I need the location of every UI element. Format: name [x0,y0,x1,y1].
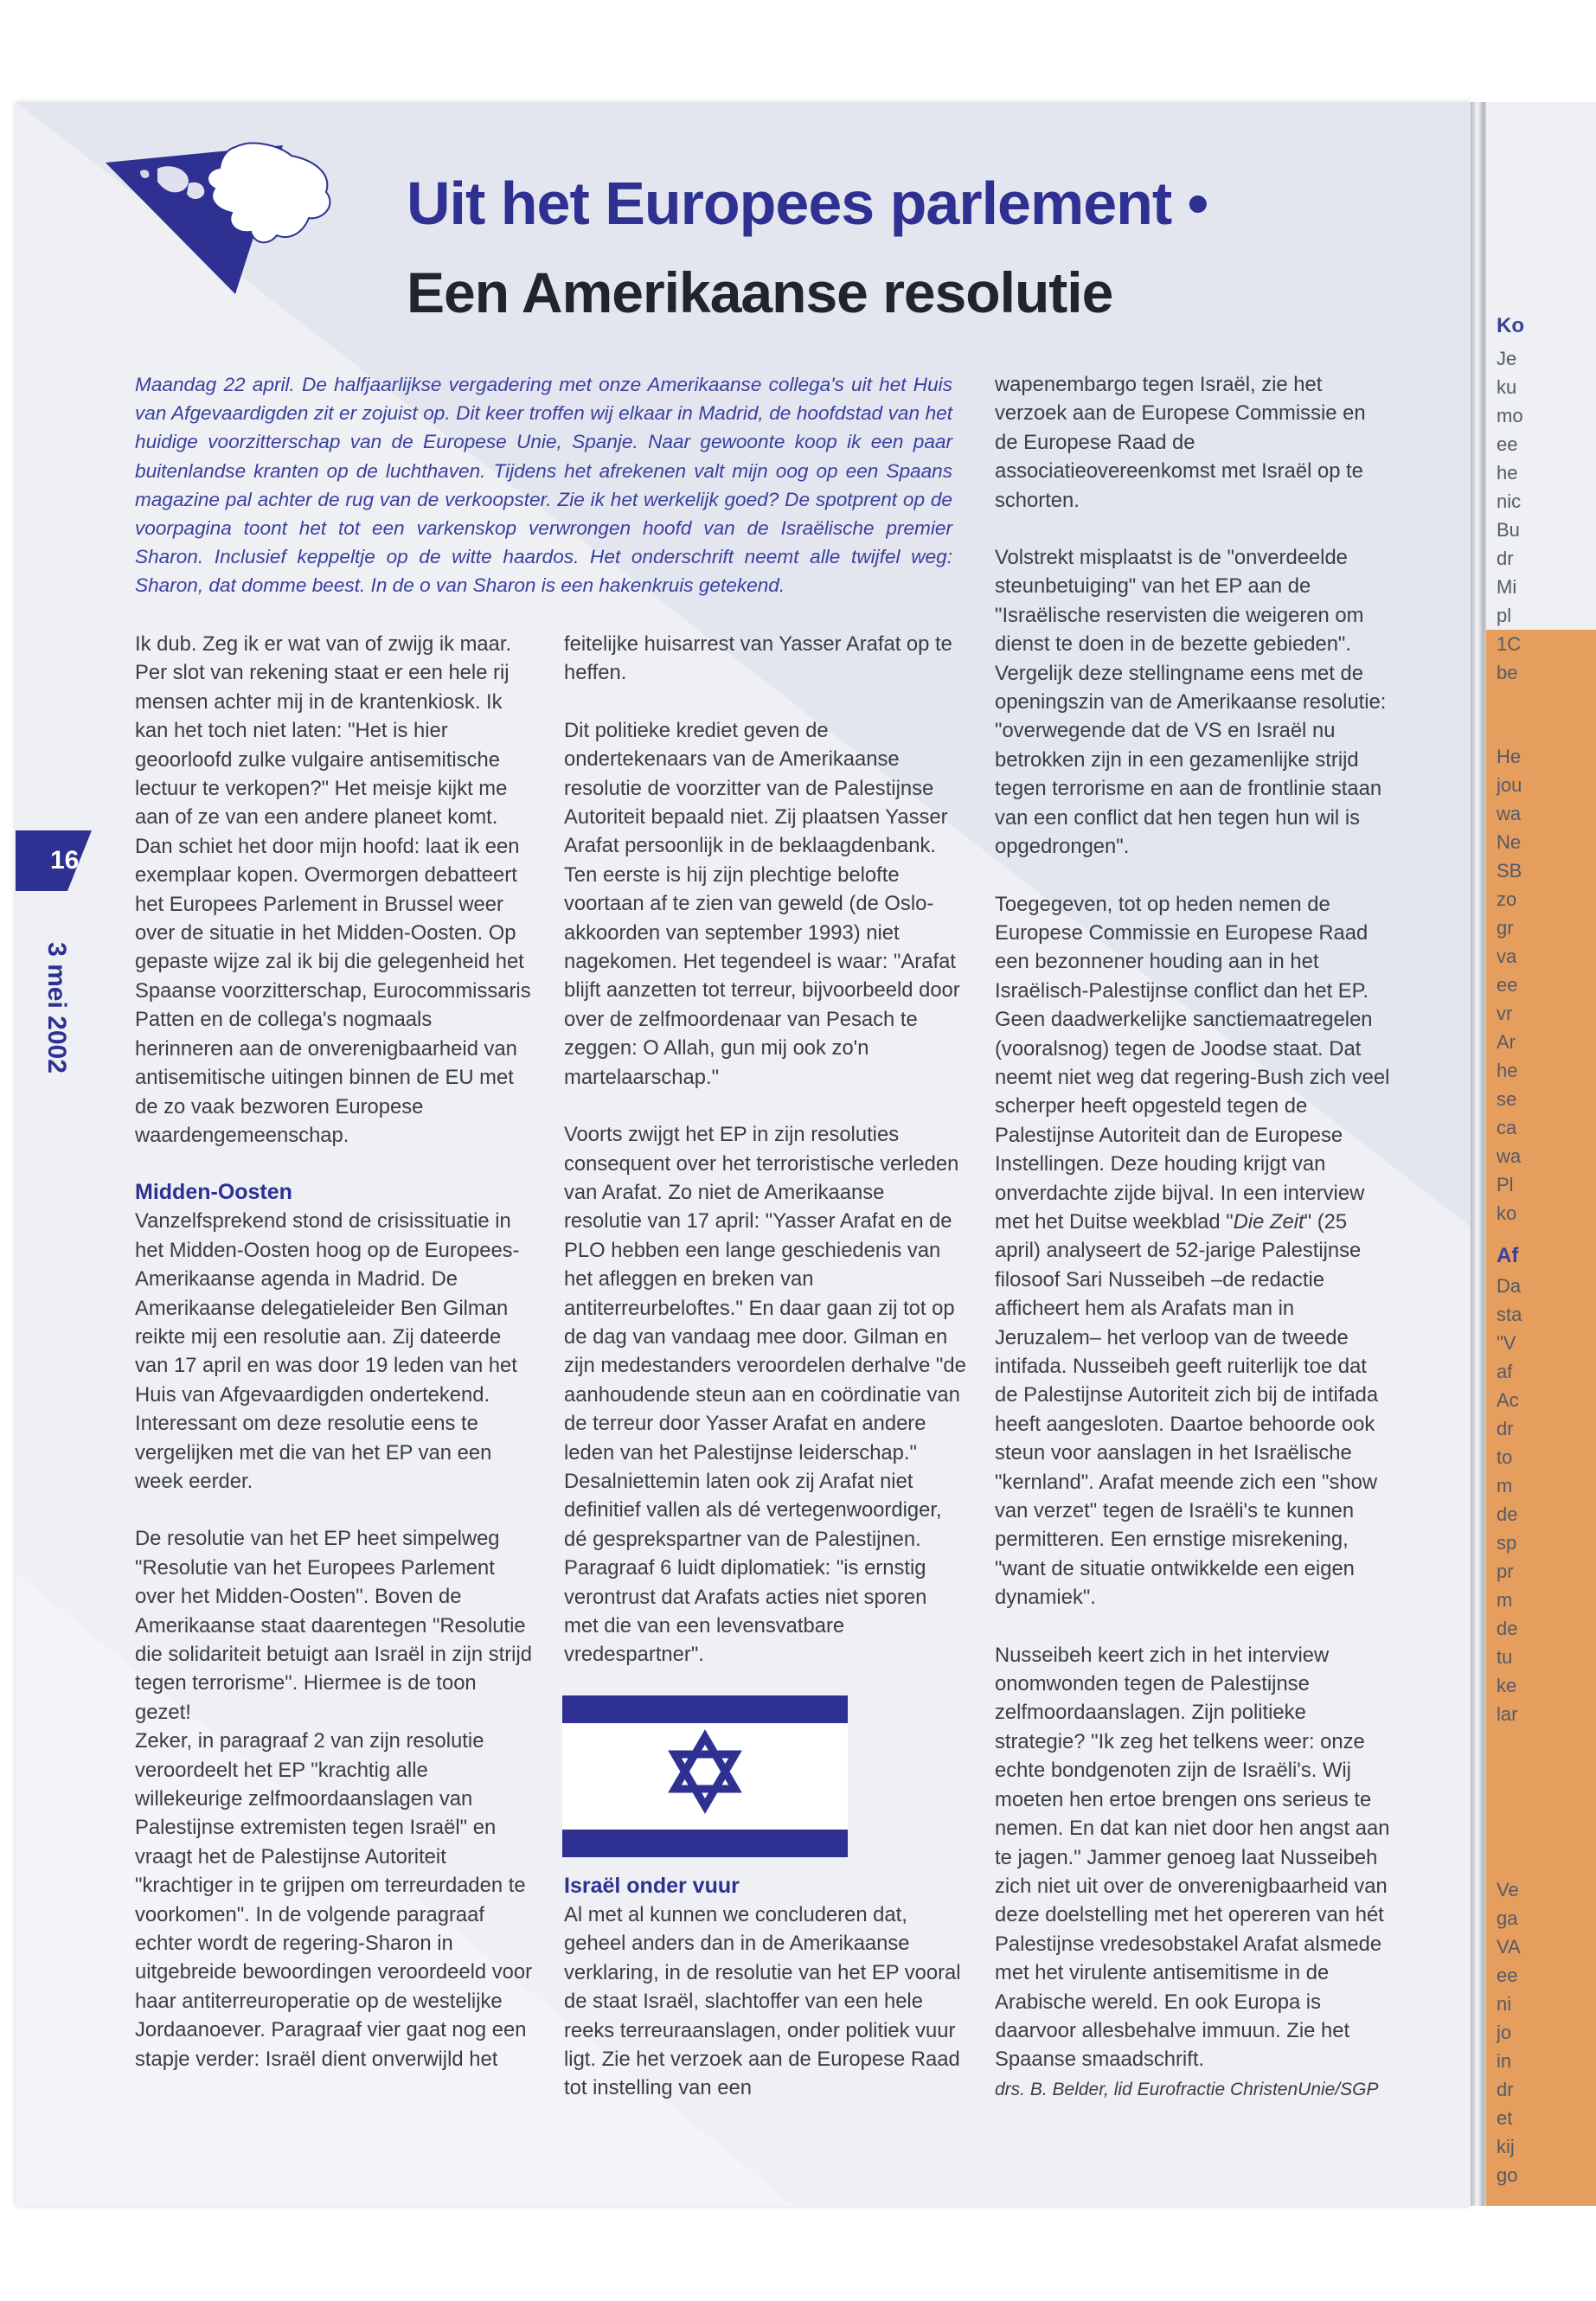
next-page-text-top: Je ku mo ee he nic Bu dr Mi pl 1C be [1497,348,1523,683]
section-heading: Midden-Oosten [135,1180,292,1205]
page-binding [1471,102,1484,2206]
paragraph: feitelijke huisarrest van Yasser Arafat op te heffen. [564,632,952,685]
paragraph: Voorts zwijgt het EP in zijn resoluties consequent over het terroristische verleden van Arafat. Zo niet de Amerikaanse resolutie van 17 april: "Yasser Arafat en de PLO hebben een lange geschiedenis van het afleggen en breken van antiterreurbeloftes." En daar gaan zij tot op de dag van vandaag mee door. Gilman en zijn medestanders veroordelen derhalve "de aanhoudende steun aan en coördinatie van de terreur door Yasser Arafat en andere leden van het Palestijnse leiderschap." Desalniettemin laten ook zij Arafat niet definitief vallen als dé vertegenwoordiger, dé gesprekspartner van de Palestijnen. Paragraaf 6 luidt diplomatiek: "is ernstig verontrust dat Arafats acties niet sporen met die van een levensvatbare vredespartner". [564,1123,966,1667]
paragraph: Ik dub. Zeg ik er wat van of zwijg ik maar. Per slot van rekening staat er een hele rij mensen achter mij in de krantenkiosk. Ik kan het toch niet laten: "Het is hier geoorloofd zulke vulgaire antisemitische lectuur te verkopen?" Het meisje kijkt me aan of ze van een andere planeet komt. Dan schiet het door mijn hoofd: laat ik een exemplaar kopen. Overmorgen debatteert het Europees Parlement in Brussel weer over de situatie in het Midden-Oosten. Op gepaste wijze zal ik bij die gelegenheid het Spaanse voorzitterschap, Eurocommissaris Patten en de collega's nogmaals herinneren aan de onverenigbaarheid van antisemitische uitingen binnen de EU met de zo vaak bezworen Europese waardengemeenschap. [135,632,531,1147]
paragraph: wapenembargo tegen Israël, zie het verzoek aan de Europese Commissie en de Europese Raad de associatieovereenkomst met Israël op te schorten. [995,373,1366,512]
paragraph: Dit politieke krediet geven de ondertekenaars van de Amerikaanse resolutie de voorzitter van de Palestijnse Autoriteit bepaald niet. Zij plaatsen Yasser Arafat persoonlijk in de beklaagdenbank. Ten eerste is hij zijn plechtige belofte voortaan af te zien van geweld (de Oslo-akkoorden van september 1993) niet nagekomen. Het tegendeel is waar: "Arafat blijft aanzetten tot terreur, bijvoorbeeld door over de zelfmoordenaar van Pesach te zeggen: O Allah, gun mij ook zo'n martelaarschap." [564,718,960,1089]
paragraph: Vanzelfsprekend stond de crisissituatie in het Midden-Oosten hoog op de Europees-Amerikaanse agenda in Madrid. De Amerikaanse delegatieleider Ben Gilman reikte mij een resolutie aan. Zij dateerde van 17 april en was door 19 leden van het Huis van Afgevaardigden ondertekend. Interessant om deze resolutie eens te vergelijken met die van het EP van een week eerder. [135,1209,520,1493]
column-1 [135,630,535,2102]
europe-map-logo [106,138,339,298]
paragraph-part: (25 april) analyseert de 52-jarige Palestijnse filosoof Sari Nusseibeh –de redactie afficheert hem als Arafats man in Jeruzalem– het verloop van de tweede intifada. Nusseibeh geeft ruiterlijk toe dat de Palestijnse Autoriteit zich bij de intifada heeft aangesloten. Daartoe behoorde ook steun voor aanslagen in het Israëlische "kernland". Arafat meende zich een "show van verzet" tegen de Israëli's te kunnen permitteren. Een ernstige misrekening, "want de situatie ontwikkelde een eigen dynamiek". [995,1209,1379,1610]
author-signature: drs. B. Belder, lid Eurofractie ChristenUnie/SGP [995,2080,1379,2099]
next-page-heading-2: Af [1497,1244,1519,1267]
paragraph: De resolutie van het EP heet simpelweg "Resolutie van het Europees Parlement over het Midden-Oosten". Boven de Amerikaanse staat daarentegen "Resolutie die solidariteit betuigt aan Israël in zijn strijd tegen terrorisme". Hiermee is de toon gezet! [135,1527,532,1724]
issue-date: 3 mei 2002 [42,942,71,1074]
next-page-edge [1484,102,1596,2206]
paragraph: Zeker, in paragraaf 2 van zijn resolutie veroordeelt het EP "krachtig alle willekeurige zelfmoordaanslagen van Palestijnse extremisten tegen Israël" en vraagt het de Palestijnse Autoriteit "krachtiger in te grijpen om terreurdaden te voorkomen". In de volgende paragraaf echter wordt de regering-Sharon in uitgebreide bewoordingen veroordeeld voor haar antiterreuroperatie op de westelijke Jordaanoever. Paragraaf vier gaat nog een stapje verder: Israël dient onverwijld het [135,1729,533,2071]
next-page-text-bottom: Ve ga VA ee ni jo in dr et kij go [1497,1879,1521,2186]
paragraph-part: Toegegeven, tot op heden nemen de Europese Commissie en Europese Raad een bezonnener houding aan in het Israëlisch-Palestijnse conflict dan het EP. Geen daadwerkelijke sanctiemaatregelen (vooralsnog) tegen de Joodse staat. Dat neemt niet weg dat regering-Bush zich veel scherper heeft opgesteld tegen de Palestijnse Autoriteit dan de Europese Instellingen. Deze houding krijgt van onverdachte zijde bijval. In een interview met het Duitse weekblad [995,892,1390,1234]
magazine-name: Die Zeit [1233,1209,1304,1234]
article-title: Uit het Europees parlement • [407,170,1208,237]
next-page-heading: Ko [1497,314,1524,337]
article-subtitle: Een Amerikaanse resolutie [407,260,1113,324]
paragraph: Volstrekt misplaatst is de "onverdeelde steunbetuiging" van het EP aan de "Israëlische reservisten die weigeren om dienst te doen in de bezette gebieden". Vergelijk deze stellingname eens met de openingszin van de Amerikaanse resolutie: "overwegende dat de VS en Israël nu betrokken zijn in een gezamenlijke strijd tegen terrorisme en aan de frontlinie staan van een conflict dat hen tegen hun wil is opgedrongen". [995,546,1387,859]
israel-flag-image [562,1695,848,1857]
paragraph: Toegegeven, tot op heden nemen de Europese Commissie en Europese Raad een bezonnener houding aan in het Israëlisch-Palestijnse conflict dan het EP. Geen daadwerkelijke sanctiemaatregelen (vooralsnog) tegen de Joodse staat. Dat neemt niet weg dat regering-Bush zich veel scherper heeft opgesteld tegen de Palestijnse Autoriteit dan de Europese Instellingen. Deze houding krijgt van onverdachte zijde bijval. In een interview met het Duitse weekblad "Die Zeit" (25 april) analyseert de 52-jarige Palestijnse filosoof Sari Nusseibeh –de redactie afficheert hem als Arafats man in Jeruzalem– het verloop van de tweede intifada. Nusseibeh geeft ruiterlijk toe dat de Palestijnse Autoriteit zich bij de intifada heeft aangesloten. Daartoe behoorde ook steun voor aanslagen in het Israëlische "kernland". Arafat meende zich een "show van verzet" tegen de Israëli's te kunnen permitteren. Een ernstige misrekening, "want de situatie ontwikkelde een eigen dynamiek". [995,892,1390,1610]
next-page-text-mid: He jou wa Ne SB zo gr va ee vr Ar he se ca wa Pl ko [1497,746,1522,1224]
article-intro: Maandag 22 april. De halfjaarlijkse vergadering met onze Amerikaanse collega's uit het Huis van Afgevaardigden zit er zojuist op. Dit keer troffen wij elkaar in Madrid, de hoofdstad van het huidige voorzitterschap van de Europese Unie, Spanje. Naar gewoonte koop ik een paar buitenlandse kranten op de luchthaven. Tijdens het afrekenen valt mijn oog op een Spaans magazine pal achter de rug van de verkoopster. Zie ik het werkelijk goed? De spotprent op de voorpagina toont het tot een varkenskop verwrongen hoofd van de Israëlische premier Sharon. Inclusief keppeltje op de witte haardos. Het onderschrift neemt alle twijfel weg: Sharon, dat domme beest. In de o van Sharon is een hakenkruis getekend. [135,374,952,597]
column-2 [564,630,966,1698]
column-2-continued [564,1872,966,2131]
column-3 [995,370,1393,2103]
paragraph: Nusseibeh keert zich in het interview onomwonden tegen de Palestijnse zelfmoordaanslagen. Zijn politieke strategie? "Ik zeg het telkens weer: onze echte bondgenoten zijn de Israëli's. Wij moeten hen ertoe brengen ons serieus te nemen. En dat kan niet door hen angst aan te jagen." Jammer genoeg laat Nusseibeh zich niet uit over de onverenigbaarheid van deze doelstelling met het opereren van hét Palestijnse vredesobstakel Arafat alsmede met het virulente antisemitisme in de Arabische wereld. En ook Europa is daarvoor allesbehalve immuun. Zie het Spaanse smaadschrift. [995,1643,1390,2072]
next-page-text-low: Da sta "V af Ac dr to m de sp pr m de tu ke lar [1497,1275,1522,1725]
section-heading: Israël onder vuur [564,1874,740,1898]
paragraph: Al met al kunnen we concluderen dat, geheel anders dan in de Amerikaanse verklaring, in de resolutie van het EP vooral de staat Israël, slachtoffer van een hele reeks terreuraanslagen, onder politiek vuur ligt. Zie het verzoek aan de Europese Raad tot instelling van een [564,1903,961,2100]
page-number: 16 [50,846,80,875]
